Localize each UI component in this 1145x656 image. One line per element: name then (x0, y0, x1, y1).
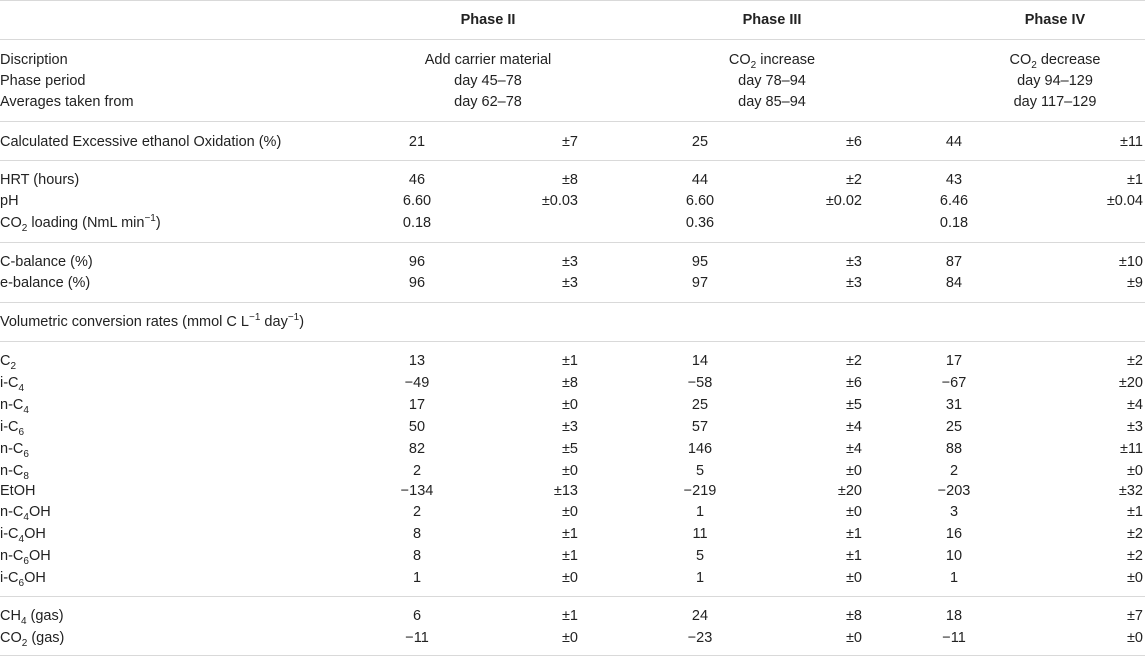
value-phase-iv: 44 (945, 134, 963, 150)
row-label: $i-C_4$ (0, 375, 25, 394)
value-phase-iv: 16 (945, 526, 963, 542)
error-phase-ii: ±1 (561, 526, 578, 542)
row-label: $CH_4$ (gas) (0, 608, 64, 627)
row-label: $n-C_4OH$ (0, 504, 51, 523)
error-phase-iii: ±3 (845, 254, 862, 270)
error-phase-ii: ±0 (561, 463, 578, 479)
averages-phase-iv: day 117–129 (1013, 94, 1097, 110)
row-i-c4oh (0, 523, 1145, 545)
error-phase-ii: ±0 (561, 397, 578, 413)
value-phase-ii: 2 (412, 504, 422, 520)
row-label: Calculated Excessive ethanol Oxidation (%) (0, 134, 282, 150)
error-phase-ii: ±3 (561, 254, 578, 270)
section-rule (0, 341, 1145, 342)
value-phase-iv: 87 (945, 254, 963, 270)
error-phase-iii: ±6 (845, 375, 862, 391)
error-phase-iii: ±0 (845, 570, 862, 586)
error-phase-iii: ±8 (845, 608, 862, 624)
error-phase-ii: ±8 (561, 375, 578, 391)
row-ph (0, 190, 1145, 212)
row-label: e-balance (%) (0, 275, 91, 291)
value-phase-ii: 17 (408, 397, 426, 413)
row-n-c6 (0, 438, 1145, 460)
error-phase-iv: ±7 (1126, 608, 1143, 624)
row-label: EtOH (0, 483, 36, 499)
error-phase-iv: ±0 (1126, 570, 1143, 586)
error-phase-iv: ±2 (1126, 353, 1143, 369)
value-phase-iii: 97 (691, 275, 709, 291)
error-phase-iv: ±4 (1126, 397, 1143, 413)
meta-row-description (0, 49, 1145, 71)
value-phase-ii: 8 (412, 548, 422, 564)
row-ch4-gas (0, 605, 1145, 627)
description-phase-ii: Add carrier material (424, 52, 552, 68)
value-phase-iii: 25 (691, 134, 709, 150)
error-phase-ii: ±3 (561, 419, 578, 435)
value-phase-iii: 6.60 (685, 193, 715, 209)
error-phase-ii: ±13 (553, 483, 578, 499)
error-phase-iii: ±3 (845, 275, 862, 291)
header-rule (0, 39, 1145, 40)
error-phase-iii: ±4 (845, 441, 862, 457)
row-co2-gas (0, 627, 1145, 649)
value-phase-ii: 0.18 (402, 215, 432, 231)
error-phase-iii: ±2 (845, 172, 862, 188)
value-phase-iii: 44 (691, 172, 709, 188)
value-phase-ii: 6 (412, 608, 422, 624)
value-phase-iii: 57 (691, 419, 709, 435)
value-phase-iii: 1 (695, 570, 705, 586)
error-phase-iii: ±0.02 (825, 193, 862, 209)
error-phase-iv: ±11 (1119, 134, 1143, 150)
error-phase-iii: ±1 (845, 548, 862, 564)
value-phase-ii: 50 (408, 419, 426, 435)
error-phase-iv: ±0 (1126, 630, 1143, 646)
error-phase-iii: ±1 (845, 526, 862, 542)
value-phase-ii: 8 (412, 526, 422, 542)
value-phase-iii: 25 (691, 397, 709, 413)
value-phase-iv: 84 (945, 275, 963, 291)
section-rule (0, 596, 1145, 597)
value-phase-iv: 2 (949, 463, 959, 479)
row-n-c4oh (0, 501, 1145, 523)
error-phase-iv: ±2 (1126, 526, 1143, 542)
value-phase-iv: −203 (937, 483, 971, 499)
row-label: $C_2$ (0, 353, 17, 372)
error-phase-ii: ±1 (561, 548, 578, 564)
value-phase-iii: −219 (683, 483, 717, 499)
row-etoh (0, 480, 1145, 502)
section-rule (0, 160, 1145, 161)
error-phase-iii: ±5 (845, 397, 862, 413)
value-phase-iii: −58 (687, 375, 713, 391)
row-label: C-balance (%) (0, 254, 93, 270)
row-label: Averages taken from (0, 94, 134, 110)
period-phase-ii: day 45–78 (454, 73, 522, 89)
error-phase-iv: ±1 (1126, 504, 1143, 520)
row-label: $n-C_4$ (0, 397, 29, 416)
value-phase-iv: 88 (945, 441, 963, 457)
value-phase-iv: 18 (945, 608, 963, 624)
error-phase-iv: ±11 (1119, 441, 1143, 457)
value-phase-iv: 0.18 (939, 215, 969, 231)
error-phase-iv: ±10 (1118, 254, 1143, 270)
error-phase-iv: ±20 (1118, 375, 1143, 391)
value-phase-ii: 6.60 (402, 193, 432, 209)
error-phase-iii: ±0 (845, 504, 862, 520)
row-hrt (0, 169, 1145, 191)
row-c-balance (0, 251, 1145, 273)
value-phase-ii: 1 (412, 570, 422, 586)
value-phase-iii: 5 (695, 548, 705, 564)
meta-row-averages (0, 91, 1145, 113)
meta-row-period (0, 70, 1145, 92)
averages-phase-iii: day 85–94 (738, 94, 806, 110)
value-phase-iii: 11 (692, 526, 708, 542)
header-phase-iv: Phase IV (1024, 12, 1086, 28)
value-phase-iv: 17 (945, 353, 963, 369)
error-phase-iv: ±3 (1126, 419, 1143, 435)
row-label: HRT (hours) (0, 172, 80, 188)
row-n-c8 (0, 460, 1145, 482)
value-phase-ii: 46 (408, 172, 426, 188)
error-phase-iii: ±2 (845, 353, 862, 369)
value-phase-iii: −23 (687, 630, 713, 646)
header-phase-iii: Phase III (742, 12, 802, 28)
value-phase-iv: 1 (949, 570, 959, 586)
error-phase-ii: ±0 (561, 570, 578, 586)
error-phase-iv: ±0.04 (1106, 193, 1143, 209)
error-phase-iv: ±2 (1126, 548, 1143, 564)
error-phase-ii: ±1 (561, 353, 578, 369)
value-phase-iv: −67 (941, 375, 967, 391)
row-e-balance (0, 272, 1145, 294)
row-label: $n-C_6$ (0, 441, 29, 460)
error-phase-iii: ±0 (845, 630, 862, 646)
row-n-c6oh (0, 545, 1145, 567)
value-phase-ii: 13 (408, 353, 426, 369)
error-phase-iv: ±9 (1126, 275, 1143, 291)
header-phase-ii: Phase II (460, 12, 516, 28)
error-phase-iii: ±20 (837, 483, 862, 499)
row-co2-loading (0, 212, 1145, 234)
value-phase-iv: 3 (949, 504, 959, 520)
row-n-c4 (0, 394, 1145, 416)
value-phase-ii: 21 (408, 134, 426, 150)
value-phase-iii: 0.36 (685, 215, 715, 231)
value-phase-iv: 25 (945, 419, 963, 435)
error-phase-iv: ±0 (1126, 463, 1143, 479)
section-rule (0, 121, 1145, 122)
averages-phase-ii: day 62–78 (454, 94, 522, 110)
row-i-c6oh (0, 567, 1145, 589)
value-phase-ii: −11 (405, 630, 429, 646)
error-phase-iii: ±0 (845, 463, 862, 479)
row-c2 (0, 350, 1145, 372)
error-phase-ii: ±0.03 (541, 193, 578, 209)
row-label: Volumetric conversion rates (mmol C $L^{-1}$ day$^{-1}$) (0, 312, 305, 330)
row-label: $i-C_6$ (0, 419, 25, 438)
row-label: $n-C_8$ (0, 463, 29, 482)
error-phase-ii: ±8 (561, 172, 578, 188)
description-phase-iv: $CO_2$ decrease (1009, 52, 1101, 71)
error-phase-ii: ±7 (561, 134, 578, 150)
row-volumetric-heading (0, 311, 1145, 333)
value-phase-iii: 1 (695, 504, 705, 520)
value-phase-ii: −49 (404, 375, 430, 391)
value-phase-ii: 2 (412, 463, 422, 479)
value-phase-ii: 82 (408, 441, 426, 457)
value-phase-iv: 10 (945, 548, 963, 564)
value-phase-iii: 14 (691, 353, 709, 369)
error-phase-iii: ±4 (845, 419, 862, 435)
value-phase-iv: 31 (945, 397, 963, 413)
header-row (0, 9, 1145, 31)
value-phase-iv: 6.46 (939, 193, 969, 209)
error-phase-ii: ±5 (561, 441, 578, 457)
value-phase-iii: 5 (695, 463, 705, 479)
row-ethanol-oxidation (0, 131, 1145, 153)
row-label: $i-C_4OH$ (0, 526, 46, 545)
row-label: Discription (0, 52, 68, 68)
value-phase-iii: 95 (691, 254, 709, 270)
period-phase-iv: day 94–129 (1017, 73, 1093, 89)
row-label: $CO_2$ loading (NmL $\min^{-1}$) (0, 213, 161, 234)
row-label: $n-C_6OH$ (0, 548, 51, 567)
error-phase-ii: ±0 (561, 630, 578, 646)
row-i-c6 (0, 416, 1145, 438)
value-phase-iv: 43 (945, 172, 963, 188)
row-label: pH (0, 193, 19, 209)
error-phase-ii: ±3 (561, 275, 578, 291)
period-phase-iii: day 78–94 (738, 73, 806, 89)
error-phase-iv: ±32 (1118, 483, 1143, 499)
error-phase-iii: ±6 (845, 134, 862, 150)
section-rule (0, 302, 1145, 303)
row-i-c4 (0, 372, 1145, 394)
value-phase-iii: 24 (691, 608, 709, 624)
error-phase-ii: ±1 (561, 608, 578, 624)
table-top-rule (0, 0, 1145, 1)
error-phase-iv: ±1 (1126, 172, 1143, 188)
value-phase-ii: −134 (400, 483, 434, 499)
row-label: Phase period (0, 73, 86, 89)
error-phase-ii: ±0 (561, 504, 578, 520)
value-phase-iii: 146 (687, 441, 713, 457)
value-phase-iv: −11 (942, 630, 966, 646)
value-phase-ii: 96 (408, 275, 426, 291)
row-label: $i-C_6OH$ (0, 570, 46, 589)
row-label: $CO_2$ (gas) (0, 630, 65, 649)
value-phase-ii: 96 (408, 254, 426, 270)
section-rule (0, 242, 1145, 243)
description-phase-iii: $CO_2$ increase (728, 52, 816, 71)
